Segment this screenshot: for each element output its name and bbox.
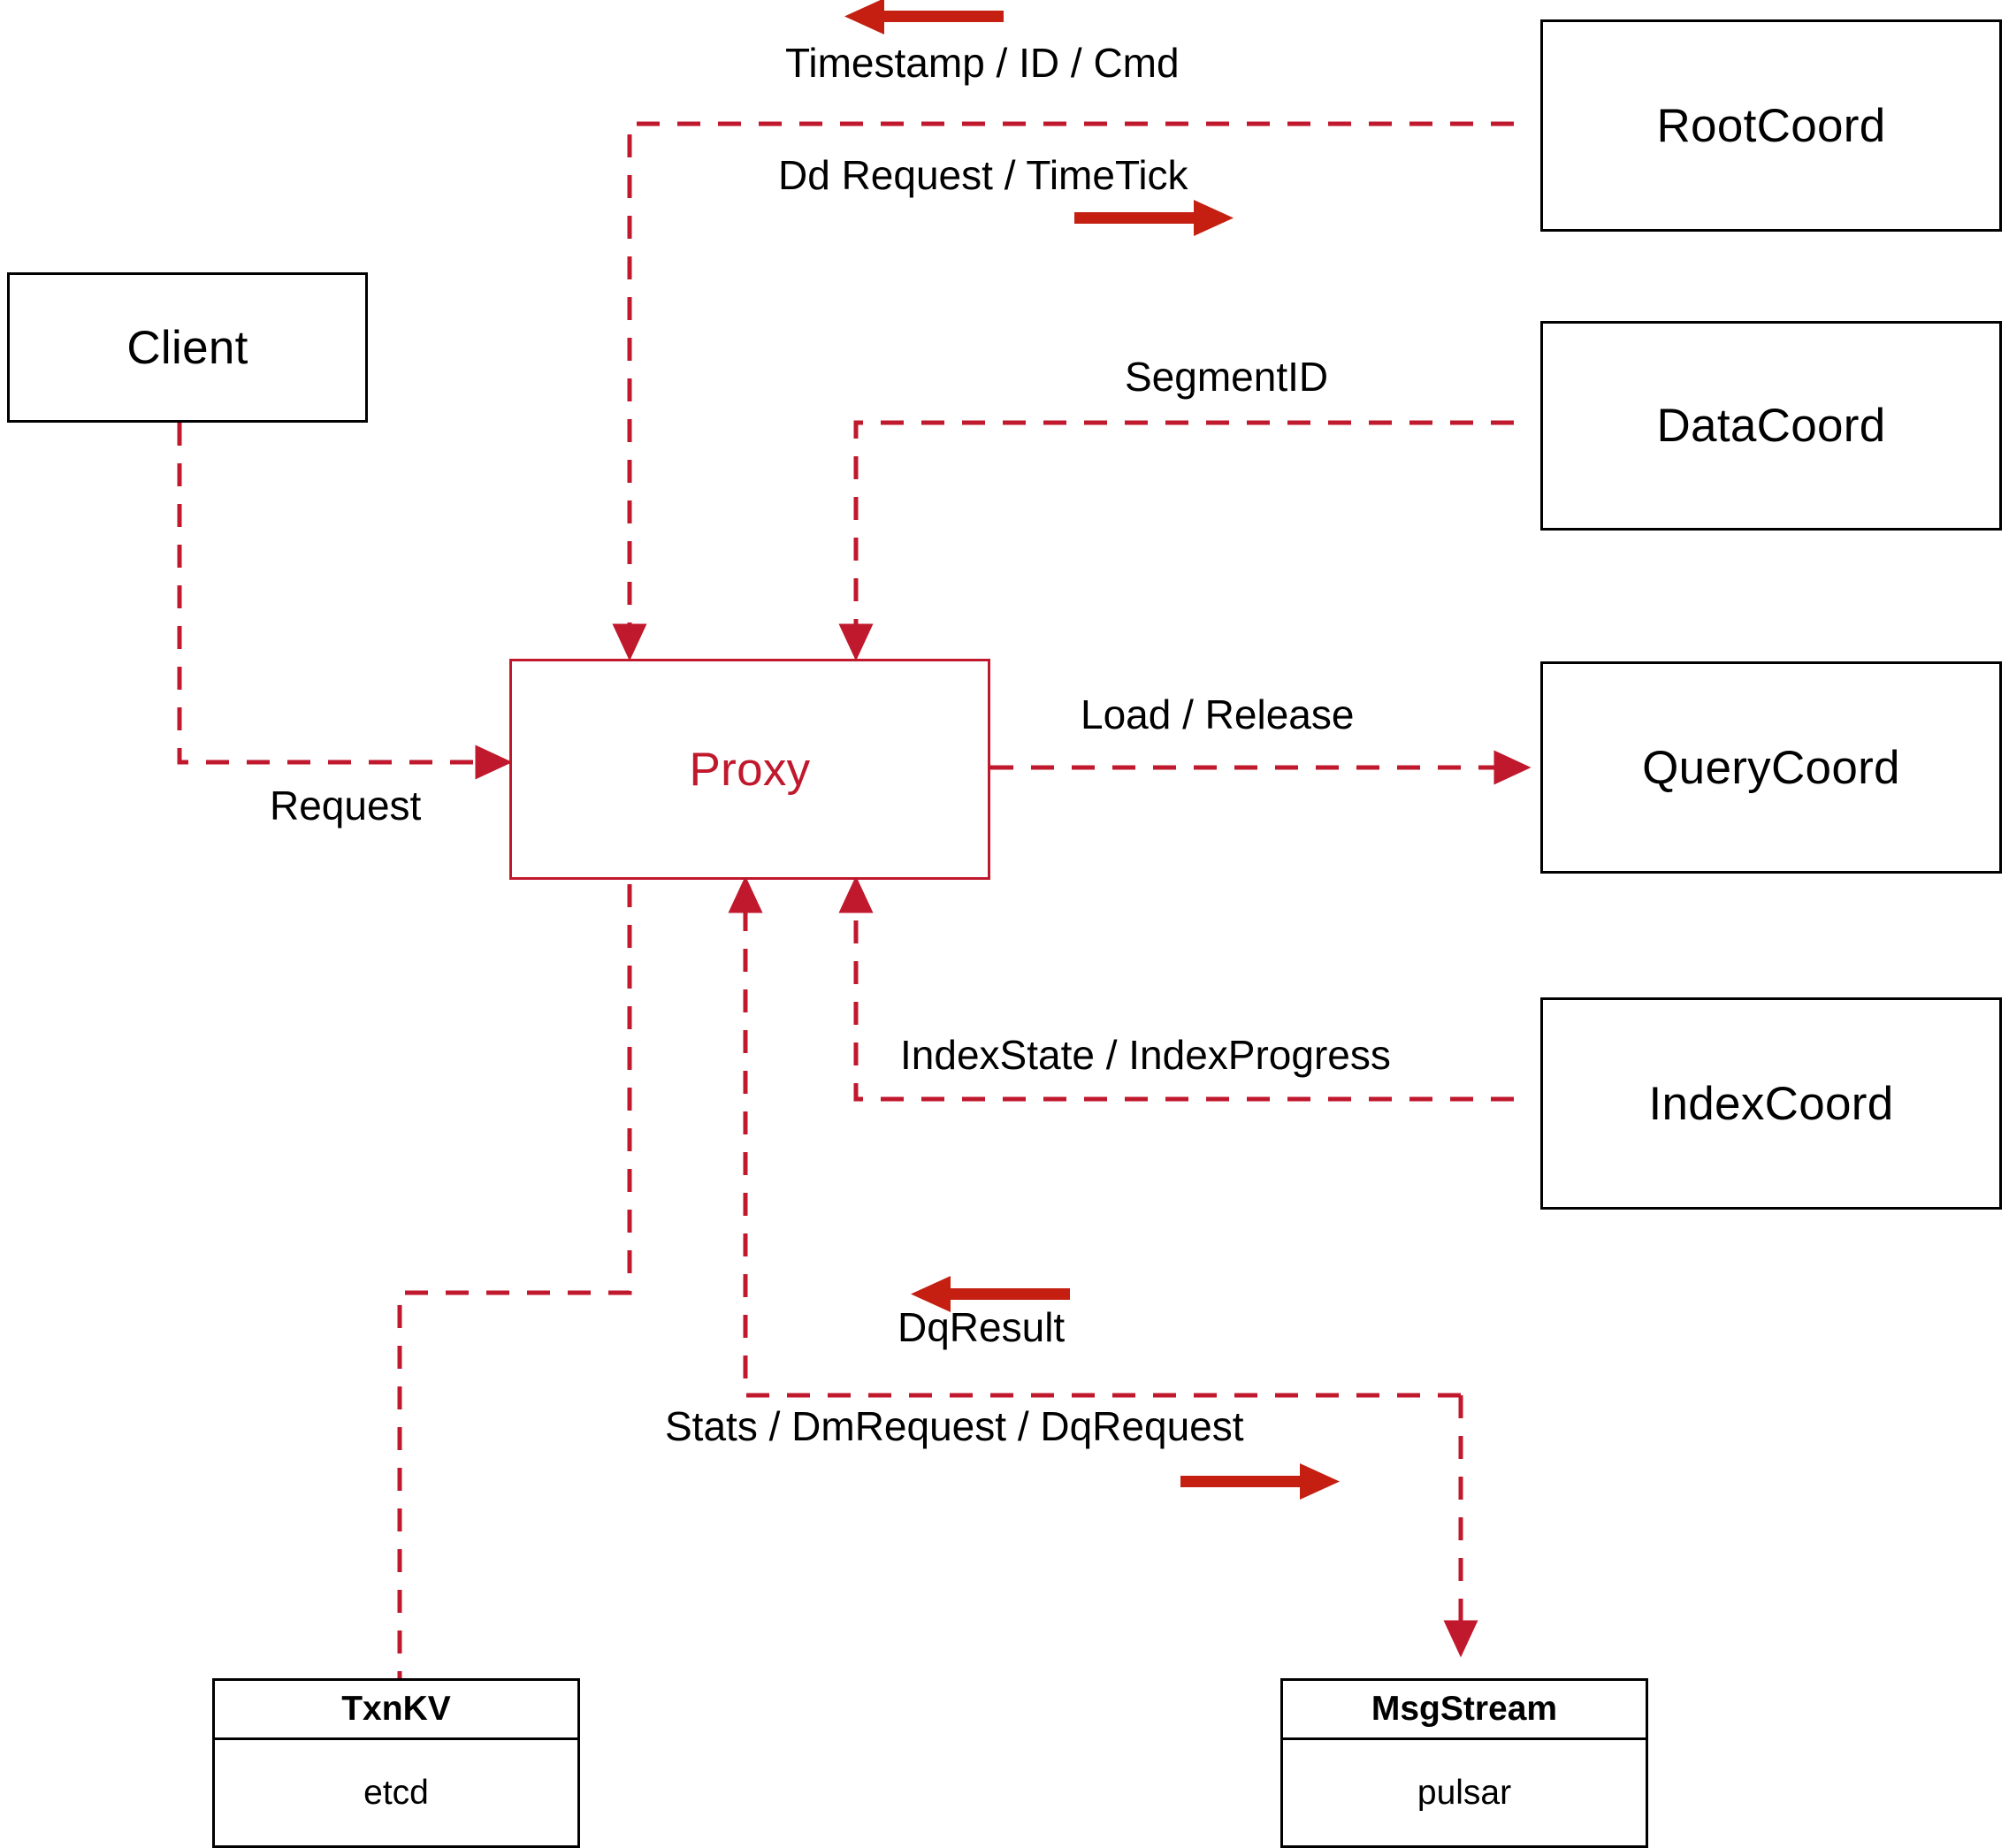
label-segmentid: SegmentID bbox=[1125, 354, 1329, 400]
node-client-label: Client bbox=[126, 321, 248, 374]
node-indexcoord-label: IndexCoord bbox=[1648, 1077, 1894, 1130]
node-datacoord[interactable] bbox=[1540, 321, 2002, 531]
store-txnkv-body: etcd bbox=[363, 1773, 429, 1812]
edge-rootcoord-proxy bbox=[630, 124, 1514, 644]
node-querycoord-label: QueryCoord bbox=[1642, 741, 1900, 794]
node-datacoord-label: DataCoord bbox=[1656, 400, 1886, 452]
edge-datacoord-proxy bbox=[856, 423, 1514, 644]
label-dqresult: DqResult bbox=[898, 1304, 1066, 1350]
node-client[interactable] bbox=[7, 272, 368, 423]
label-request: Request bbox=[270, 783, 422, 829]
arrow-timestamp-left bbox=[844, 0, 1004, 34]
node-proxy-label: Proxy bbox=[689, 743, 811, 796]
edge-client-proxy bbox=[180, 423, 495, 762]
node-indexcoord[interactable] bbox=[1540, 997, 2002, 1210]
store-txnkv[interactable] bbox=[212, 1678, 580, 1848]
edge-msgstream-proxy bbox=[745, 893, 1461, 1395]
label-timestamp-id-cmd: Timestamp / ID / Cmd bbox=[785, 40, 1180, 86]
store-msgstream-body: pulsar bbox=[1417, 1773, 1512, 1812]
edge-proxy-txnkv bbox=[400, 884, 630, 1678]
node-rootcoord[interactable] bbox=[1540, 19, 2002, 232]
label-indexstate-indexprogress: IndexState / IndexProgress bbox=[900, 1032, 1391, 1078]
label-dd-request-timetick: Dd Request / TimeTick bbox=[778, 152, 1188, 198]
store-msgstream[interactable] bbox=[1280, 1678, 1648, 1848]
node-querycoord[interactable] bbox=[1540, 661, 2002, 874]
store-msgstream-title: MsgStream bbox=[1283, 1681, 1646, 1740]
label-stats-dmrequest-dqrequest: Stats / DmRequest / DqRequest bbox=[665, 1403, 1244, 1449]
arrow-stats-right bbox=[1180, 1463, 1340, 1500]
arrow-ddrequest-right bbox=[1074, 200, 1234, 236]
label-load-release: Load / Release bbox=[1081, 691, 1355, 737]
store-txnkv-title: TxnKV bbox=[215, 1681, 577, 1740]
node-rootcoord-label: RootCoord bbox=[1656, 99, 1886, 152]
node-proxy[interactable] bbox=[509, 659, 990, 880]
